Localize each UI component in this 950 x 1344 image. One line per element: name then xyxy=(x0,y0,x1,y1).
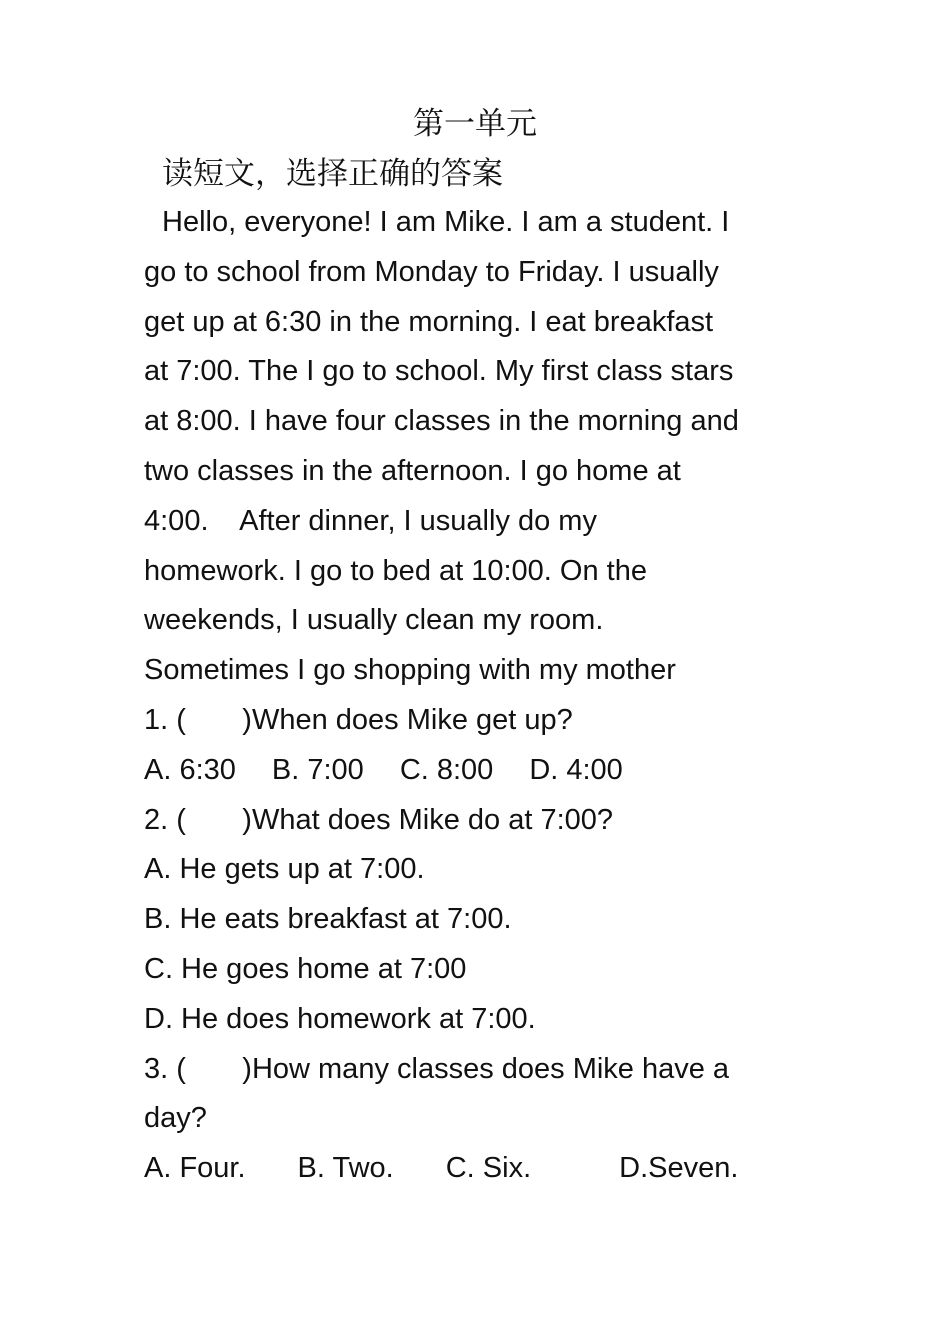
question-1 xyxy=(144,696,824,796)
passage-line: go to school from Monday to Friday. I usually xyxy=(144,255,719,288)
passage-line: homework. I go to bed at 10:00. On the xyxy=(144,554,647,587)
passage-line: get up at 6:30 in the morning. I eat breakfast xyxy=(144,305,714,338)
document-content xyxy=(144,98,824,1194)
option-b: B. Two. xyxy=(297,1152,394,1185)
instruction-heading: 读短文，选择正确的答案 xyxy=(162,156,503,192)
option-d: D. He does homework at 7:00. xyxy=(144,1002,536,1035)
question-options xyxy=(144,1144,824,1194)
option-c: C. He goes home at 7:00 xyxy=(144,952,467,985)
question-3 xyxy=(144,1045,824,1194)
question-options xyxy=(144,746,824,796)
passage-line: Sometimes I go shopping with my mother xyxy=(144,654,676,687)
question-2 xyxy=(144,796,824,1045)
option-a: A. Four. xyxy=(144,1152,246,1185)
option-c: C. 8:00 xyxy=(399,753,494,786)
option-b: B. He eats breakfast at 7:00. xyxy=(144,903,512,936)
question-stem: 2. ( )What does Mike do at 7:00? xyxy=(144,803,614,836)
passage-line: weekends, I usually clean my room. xyxy=(144,604,604,637)
option-d: D.Seven. xyxy=(619,1152,739,1185)
passage-line: Hello, everyone! I am Mike. I am a student. I xyxy=(162,206,730,238)
passage-line: 4:00. After dinner, I usually do my xyxy=(144,504,597,537)
passage-line: at 7:00. The I go to school. My first class stars xyxy=(144,355,734,388)
option-d: D. 4:00 xyxy=(529,753,623,786)
question-stem: 3. ( )How many classes does Mike have a xyxy=(144,1052,730,1085)
reading-passage xyxy=(144,198,824,696)
question-stem: 1. ( )When does Mike get up? xyxy=(144,703,573,736)
question-stem-continued: day? xyxy=(144,1102,207,1135)
option-a: A. He gets up at 7:00. xyxy=(144,853,425,886)
page-title: 第一单元 xyxy=(413,106,537,142)
option-a: A. 6:30 xyxy=(144,753,236,786)
passage-line: at 8:00. I have four classes in the morning and xyxy=(144,405,739,438)
option-c: C. Six. xyxy=(445,1152,532,1185)
option-b: B. 7:00 xyxy=(271,753,364,786)
passage-line: two classes in the afternoon. I go home at xyxy=(144,454,681,487)
